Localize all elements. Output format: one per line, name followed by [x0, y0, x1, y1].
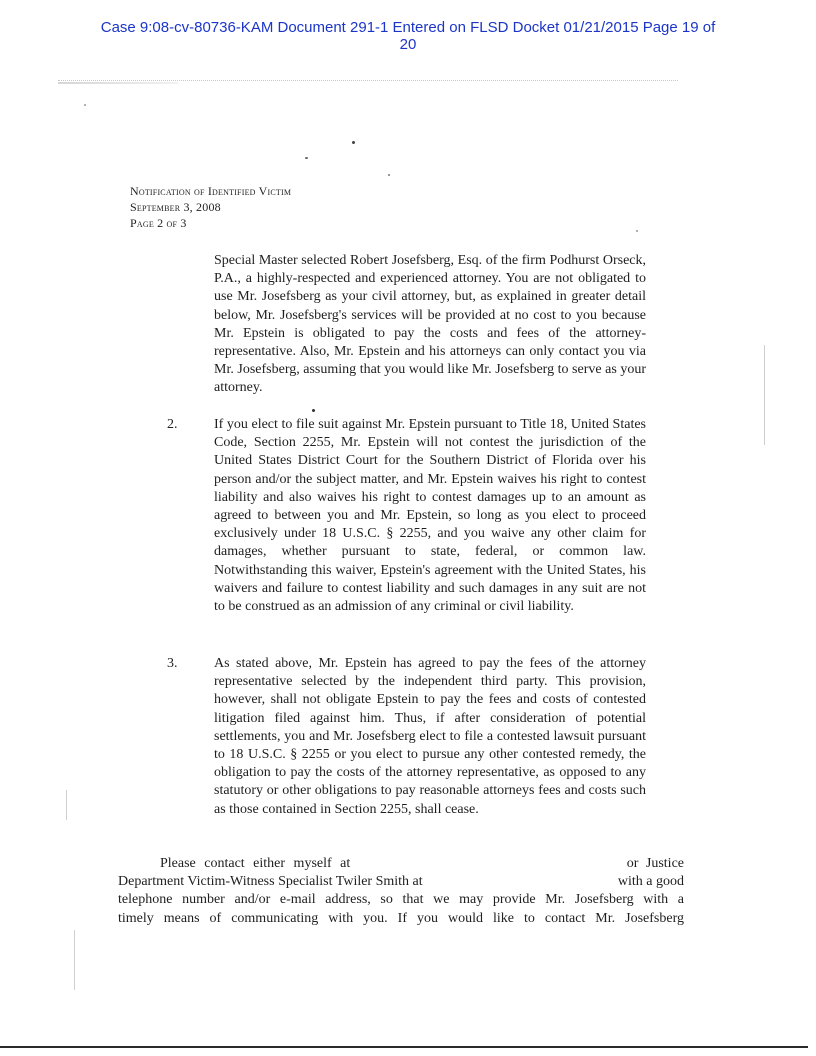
closing-line-4: timely means of communicating with you. If you would like to contact Mr. Josefsberg [118, 910, 684, 926]
continuation-paragraph: Special Master selected Robert Josefsberg, Esq. of the firm Podhurst Orseck, P.A., a highly-respected and experienced attorney. You are not obligated to use Mr. Josefsberg as your civil attorney, but, as explained in greater detail below, Mr. Josefsberg's services will be provided at no cost to you because Mr. Epstein is obligated to pay the costs and fees of the attorney-representative. Also, Mr. Epstein and his attorneys can only contact you via Mr. Josefsberg, assuming that you would like Mr. Josefsberg to serve as your attorney. [214, 253, 646, 396]
closing-line-1 [118, 855, 684, 873]
scan-speck [636, 230, 638, 232]
docket-stamp-line2: 20 [399, 36, 417, 53]
scan-artifact-line [58, 80, 678, 81]
item-3-number: 3. [167, 656, 178, 671]
docket-stamp [0, 19, 816, 53]
closing-line-2-left: Department Victim-Witness Specialist Twiler Smith at [118, 874, 423, 890]
scan-artifact-smudge [58, 82, 178, 84]
closing-line-3: telephone number and/or e-mail address, so that we may provide Mr. Josefsberg with a [118, 892, 684, 908]
closing-line-2-right: with a good [617, 874, 684, 890]
scan-speck [388, 174, 390, 176]
item-2-number: 2. [167, 417, 178, 432]
scan-edge-mark [764, 345, 765, 445]
closing-line-2 [118, 873, 684, 891]
scan-edge-mark [74, 930, 75, 990]
docket-stamp-line1: Case 9:08-cv-80736-KAM Document 291-1 Entered on FLSD Docket 01/21/2015 Page 19 of [100, 19, 716, 36]
closing-line-1-left: Please contact either myself at [160, 856, 351, 871]
scan-speck [352, 141, 355, 144]
closing-line-1-right: or Justice [626, 856, 684, 871]
scan-speck [312, 409, 315, 412]
item-3-paragraph: As stated above, Mr. Epstein has agreed to pay the fees of the attorney representative selected by the independent third party. This provision, however, shall not obligate Epstein to pay the fees and costs of contested litigation filed against him. Thus, if after consideration of potential settlements, you and Mr. Josefsberg elect to file a contested lawsuit pursuant to 18 U.S.C. § 2255 or you elect to pursue any other contested remedy, the obligation to pay the costs of the attorney representative, as opposed to any statutory or other obligations to pay reasonable attorneys fees and costs such as those contained in Section 2255, shall cease. [214, 656, 646, 817]
closing-paragraph [118, 855, 684, 928]
letter-header-title: Notification of Identified Victim [130, 184, 292, 198]
letter-header-date: September 3, 2008 [130, 200, 221, 214]
letter-header [130, 183, 291, 231]
item-2-paragraph: If you elect to file suit against Mr. Epstein pursuant to Title 18, United States Code, Section 2255, Mr. Epstein will not contest the jurisdiction of the United States District Court for the Southern District of Florida over his person and/or the subject matter, and Mr. Epstein waives his right to contest liability and also waives his right to contest damages up to an amount as agreed to between you and Mr. Epstein, so long as you elect to proceed exclusively under 18 U.S.C. § 2255, and you waive any other claim for damages, whether pursuant to state, federal, or common law. Notwithstanding this waiver, Epstein's agreement with the United States, his waivers and failure to contest liability and such damages in any suit are not to be construed as an admission of any criminal or civil liability. [214, 417, 646, 615]
scan-speck [84, 104, 86, 106]
letter-header-page: Page 2 of 3 [130, 216, 187, 230]
scan-speck [305, 157, 308, 159]
bottom-scan-edge [0, 1046, 808, 1048]
scan-edge-mark [66, 790, 67, 820]
